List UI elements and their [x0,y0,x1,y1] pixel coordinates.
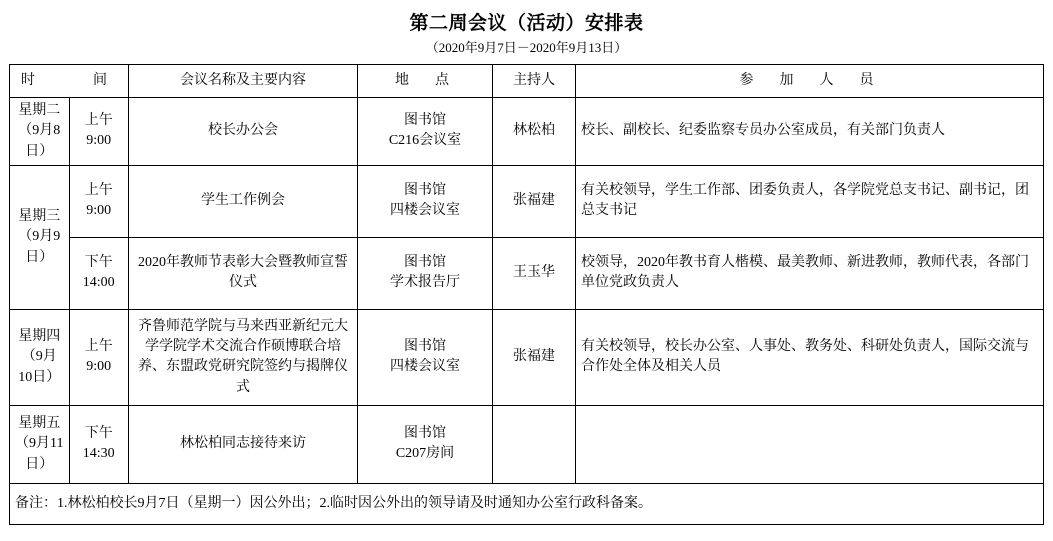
column-header-place: 地 点 [358,65,493,98]
cell-attendees: 有关校领导，学生工作部、团委负责人，各学院党总支书记、副书记，团总支书记 [576,165,1044,237]
cell-host [493,405,576,483]
cell-attendees: 有关校领导，校长办公室、人事处、教务处、科研处负责人，国际交流与合作处全体及相关人员 [576,309,1044,405]
period-label: 上午 [84,339,113,355]
clock-label: 9:00 [86,203,112,219]
place-line-1: 图书馆 [404,183,446,199]
cell-day [10,98,70,166]
table-row [10,165,1044,237]
place-line-2: C207房间 [395,446,455,462]
day-label: 星期二 [18,103,61,118]
place-line-1: 图书馆 [404,255,446,271]
place-line-1: 图书馆 [404,113,446,129]
cell-place [358,309,493,405]
table-row [10,98,1044,166]
clock-label: 9:00 [86,359,112,375]
day-label: 星期三 [18,208,61,224]
cell-meeting-name: 学生工作例会 [129,165,358,237]
date-label: （9月11日） [15,436,64,472]
period-label: 上午 [84,183,113,199]
cell-day [10,165,70,309]
cell-place [358,165,493,237]
table-row [10,237,1044,309]
page-title: 第二周会议（活动）安排表 [409,13,644,34]
place-line-2: 四楼会议室 [390,359,460,375]
column-header-time: 时 间 [10,65,129,98]
cell-host: 王玉华 [493,237,576,309]
cell-time [69,165,129,237]
cell-place [358,98,493,166]
table-body [10,98,1044,525]
place-line-2: 四楼会议室 [390,203,460,219]
clock-label: 9:00 [86,133,112,149]
place-line-1: 图书馆 [404,426,446,442]
note-text: 备注：1.林松柏校长9月7日（星期一）因公外出；2.临时因公外出的领导请及时通知办公室行政科备案。 [10,483,1044,524]
cell-attendees: 校领导，2020年教书育人楷模、最美教师、新进教师，教师代表，各部门单位党政负责人 [576,237,1044,309]
date-label: （9月10日） [18,349,61,385]
cell-time [69,309,129,405]
table-row [10,405,1044,483]
table-row [10,309,1044,405]
place-line-2: C216会议室 [388,133,462,149]
cell-place [358,405,493,483]
cell-time [69,98,129,166]
column-header-attendees: 参 加 人 员 [576,65,1044,98]
table-header-row [10,65,1044,98]
cell-meeting-name: 校长办公会 [129,98,358,166]
cell-time [69,405,129,483]
cell-host: 林松柏 [493,98,576,166]
day-label: 星期五 [18,415,61,431]
cell-meeting-name: 2020年教师节表彰大会暨教师宣誓仪式 [129,237,358,309]
clock-label: 14:30 [82,446,115,462]
meeting-schedule-table [9,64,1044,525]
place-line-1: 图书馆 [404,339,446,355]
cell-host: 张福建 [493,309,576,405]
document-page [0,8,1053,541]
cell-host: 张福建 [493,165,576,237]
cell-time [69,237,129,309]
column-header-name: 会议名称及主要内容 [129,65,358,98]
cell-meeting-name: 齐鲁师范学院与马来西亚新纪元大学学院学术交流合作硕博联合培养、东盟政党研究院签约与揭牌仪式 [129,309,358,405]
clock-label: 14:00 [82,275,115,291]
period-label: 上午 [84,113,113,129]
date-label: （9月8日） [18,123,61,159]
table-header [10,65,1044,98]
cell-day [10,309,70,405]
page-subtitle: （2020年9月7日－2020年9月13日） [425,40,628,55]
column-header-host: 主持人 [493,65,576,98]
date-label: （9月9日） [18,229,61,265]
period-label: 下午 [84,426,113,442]
place-line-2: 学术报告厅 [390,275,460,291]
cell-meeting-name: 林松柏同志接待来访 [129,405,358,483]
cell-attendees: 校长、副校长、纪委监察专员办公室成员，有关部门负责人 [576,98,1044,166]
cell-day [10,405,70,483]
table-note-row [10,483,1044,524]
cell-attendees [576,405,1044,483]
day-label: 星期四 [18,328,61,344]
cell-place [358,237,493,309]
period-label: 下午 [84,255,113,271]
